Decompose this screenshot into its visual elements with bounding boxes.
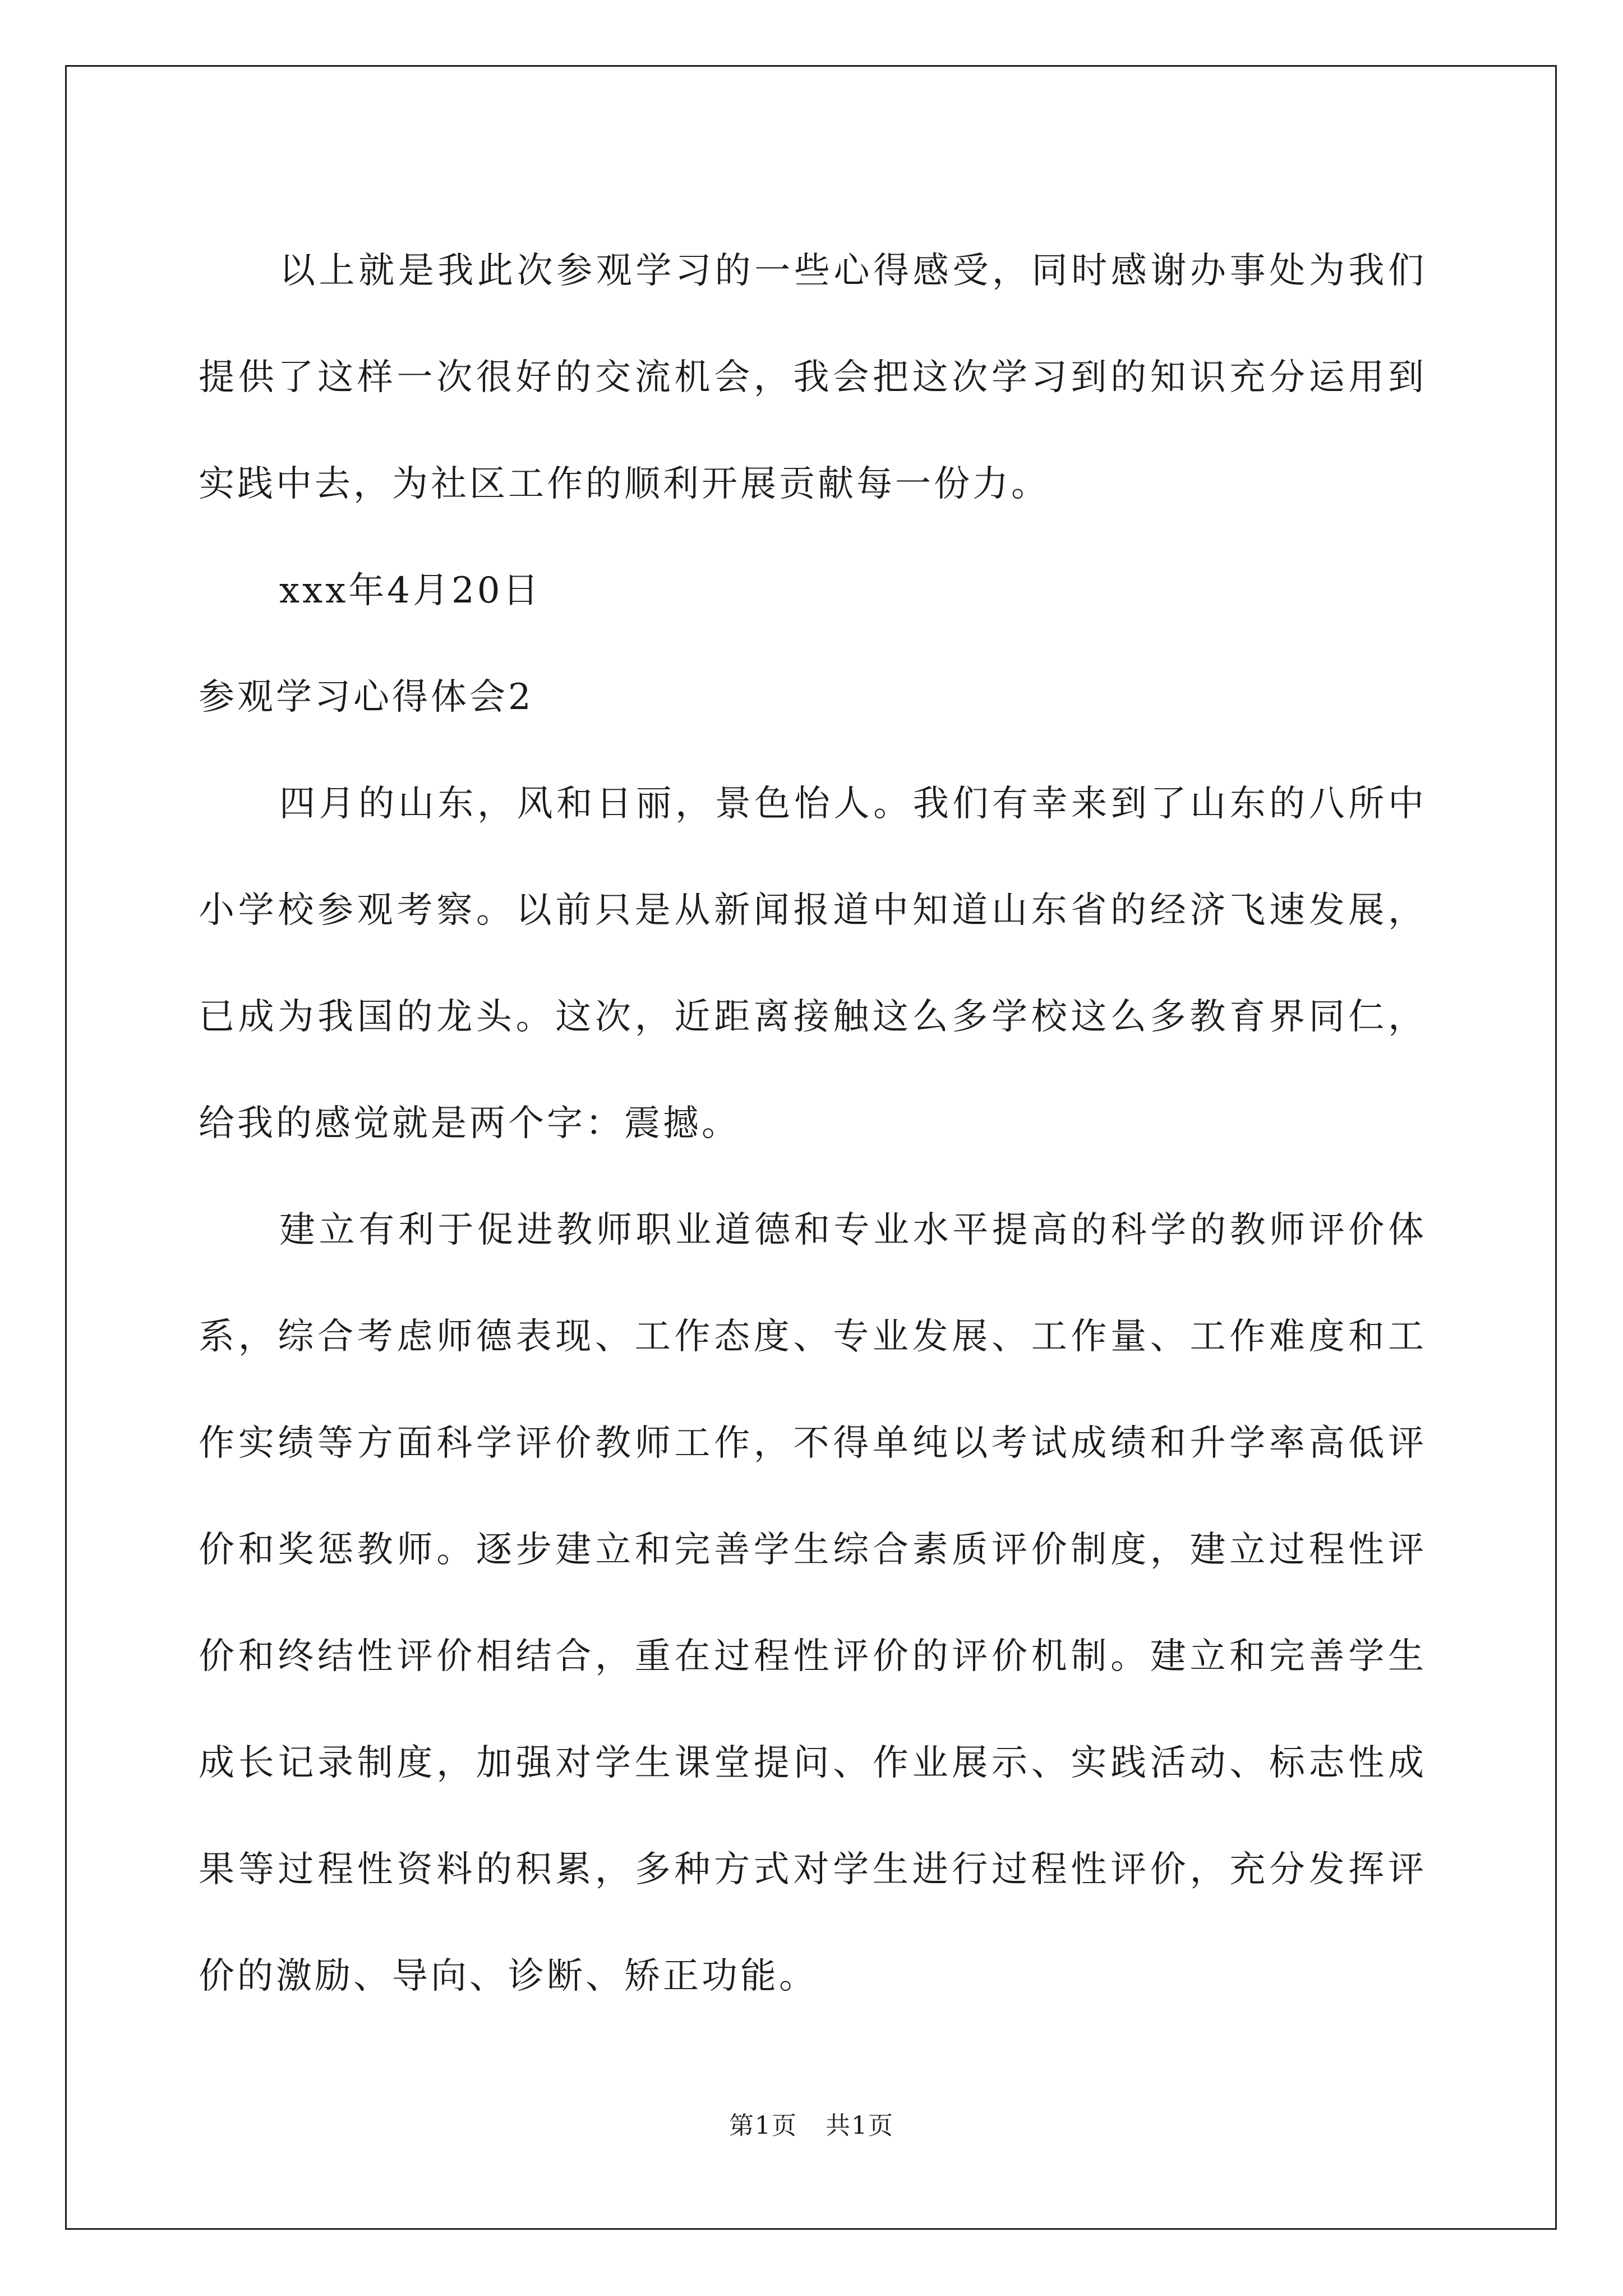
date-line: xxx年4月20日 bbox=[279, 570, 542, 611]
page-footer bbox=[0, 2109, 1623, 2143]
page-number-current: 第1页 bbox=[729, 2111, 797, 2140]
paragraph-closing: 以上就是我此次参观学习的一些心得感受，同时感谢办事处为我们提供了这样一次很好的交流机会，我会把这次学习到的知识充分运用到实践中去，为社区工作的顺利开展贡献每一份力。 bbox=[199, 250, 1427, 505]
paragraph-evaluation: 建立有利于促进教师职业道德和专业水平提高的科学的教师评价体系，综合考虑师德表现、工作态度、专业发展、工作量、工作难度和工作实绩等方面科学评价教师工作，不得单纯以考试成绩和升学率高低评价和奖惩教师。逐步建立和完善学生综合素质评价制度，建立过程性评价和终结性评价相结合，重在过程性评价的评价机制。建立和完善学生成长记录制度，加强对学生课堂提问、作业展示、实践活动、标志性成果等过程性资料的积累，多种方式对学生进行过程性评价，充分发挥评价的激励、导向、诊断、矫正功能。 bbox=[199, 1209, 1427, 1997]
paragraph-intro: 四月的山东，风和日丽，景色怡人。我们有幸来到了山东的八所中小学校参观考察。以前只是从新闻报道中知道山东省的经济飞速发展，已成为我国的龙头。这次，近距离接触这么多学校这么多教育界同仁，给我的感觉就是两个字：震撼。 bbox=[199, 783, 1427, 1144]
section-heading: 参观学习心得体会2 bbox=[199, 677, 534, 718]
document-body bbox=[199, 218, 1427, 2030]
page-number-total: 共1页 bbox=[826, 2111, 894, 2140]
